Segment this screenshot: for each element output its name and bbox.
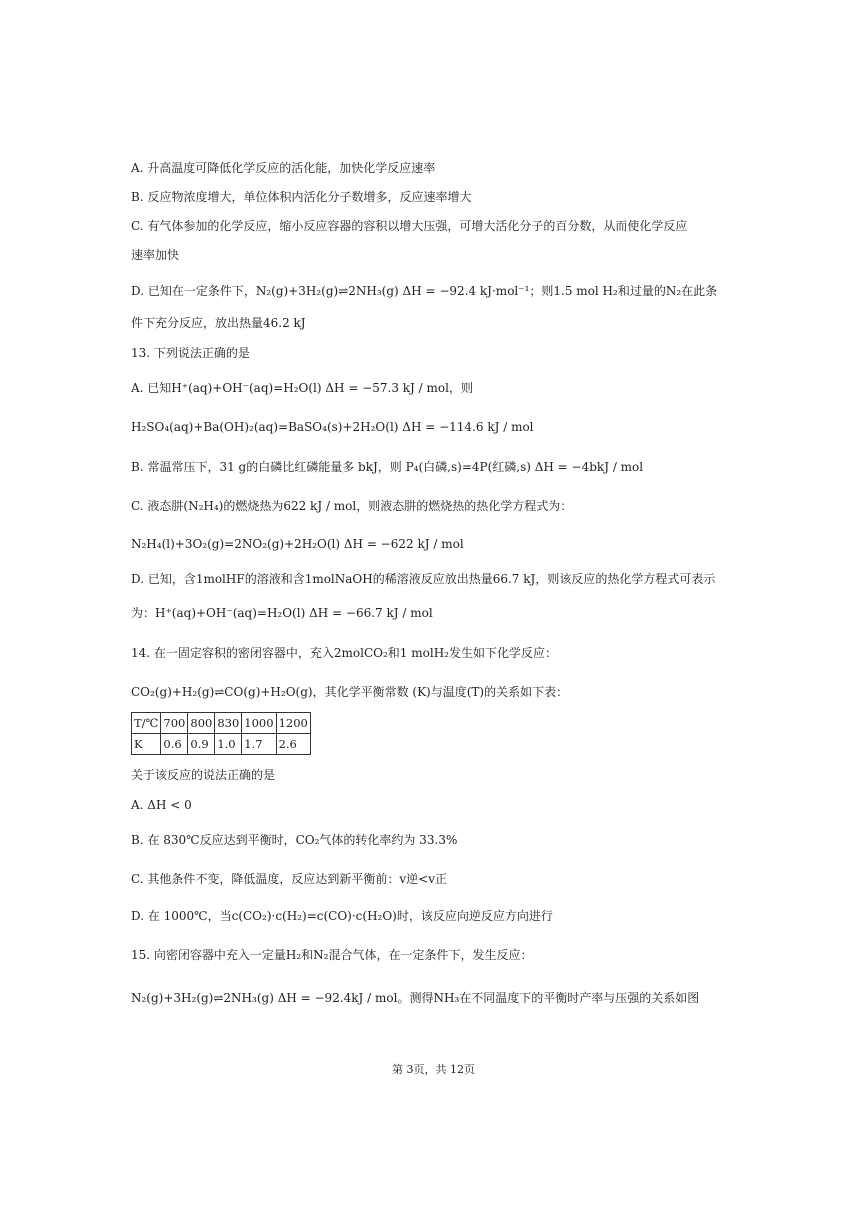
q12-option-a: A. 升高温度可降低化学反应的活化能，加快化学反应速率: [131, 161, 436, 175]
q13-stem: 13. 下列说法正确的是: [131, 346, 250, 360]
table-row: [132, 734, 311, 755]
q14-ask: 关于该反应的说法正确的是: [131, 768, 276, 782]
table-cell: 700: [161, 713, 188, 734]
table-cell: 2.6: [276, 734, 310, 755]
table-cell: 800: [188, 713, 215, 734]
page-number-footer: 第 3页，共 12页: [392, 1063, 475, 1076]
q12-option-d-line1: D. 已知在一定条件下，N₂(g)+3H₂(g)⇌2NH₃(g) ΔH = −92.4 kJ·mol⁻¹；则1.5 mol H₂和过量的N₂在此条: [131, 284, 718, 298]
k-temperature-table: [131, 712, 311, 755]
q12-option-c-line1: C. 有气体参加的化学反应，缩小反应容器的容积以增大压强，可增大活化分子的百分数，从而使化学反应: [131, 219, 688, 233]
q13-option-d-line2: 为：H⁺(aq)+OH⁻(aq)=H₂O(l) ΔH = −66.7 kJ / mol: [131, 606, 433, 620]
q13-option-c-line2: N₂H₄(l)+3O₂(g)=2NO₂(g)+2H₂O(l) ΔH = −622 kJ / mol: [131, 537, 464, 551]
q14-option-c: C. 其他条件不变，降低温度，反应达到新平衡前：v逆<v正: [131, 872, 447, 886]
q14-option-a: A. ΔH < 0: [131, 798, 192, 812]
table-cell: 1.0: [215, 734, 242, 755]
table-header-cell: K: [132, 734, 161, 755]
q12-option-d-line2: 件下充分反应，放出热量46.2 kJ: [131, 316, 306, 330]
q14-stem-line1: 14. 在一固定容积的密闭容器中，充入2molCO₂和1 molH₂发生如下化学反应：: [131, 646, 557, 660]
q12-option-c-line2: 速率加快: [131, 248, 180, 262]
table-cell: 1000: [242, 713, 276, 734]
q13-option-a-line1: A. 已知H⁺(aq)+OH⁻(aq)=H₂O(l) ΔH = −57.3 kJ / mol，则: [131, 381, 473, 395]
q13-option-a-line2: H₂SO₄(aq)+Ba(OH)₂(aq)=BaSO₄(s)+2H₂O(l) ΔH = −114.6 kJ / mol: [131, 420, 534, 434]
q15-stem-line1: 15. 向密闭容器中充入一定量H₂和N₂混合气体，在一定条件下，发生反应：: [131, 948, 533, 962]
q13-option-d-line1: D. 已知，含1molHF的溶液和含1molNaOH的稀溶液反应放出热量66.7 kJ，则该反应的热化学方程式可表示: [131, 572, 716, 586]
table-header-cell: T/℃: [132, 713, 161, 734]
q15-stem-line2: N₂(g)+3H₂(g)⇌2NH₃(g) ΔH = −92.4kJ / mol。测得NH₃在不同温度下的平衡时产率与压强的关系如图: [131, 991, 700, 1005]
table-cell: 1.7: [242, 734, 276, 755]
q14-option-b: B. 在 830℃反应达到平衡时，CO₂气体的转化率约为 33.3%: [131, 833, 458, 847]
q14-stem-line2: CO₂(g)+H₂(g)⇌CO(g)+H₂O(g)，其化学平衡常数 (K)与温度(T)的关系如下表：: [131, 685, 569, 699]
q14-option-d: D. 在 1000℃，当c(CO₂)·c(H₂)=c(CO)·c(H₂O)时，该反应向逆反应方向进行: [131, 909, 553, 923]
table-cell: 0.9: [188, 734, 215, 755]
table-row: [132, 713, 311, 734]
q13-option-c-line1: C. 液态肼(N₂H₄)的燃烧热为622 kJ / mol，则液态肼的燃烧热的热化学方程式为：: [131, 499, 573, 513]
table-cell: 830: [215, 713, 242, 734]
table-cell: 0.6: [161, 734, 188, 755]
q12-option-b: B. 反应物浓度增大，单位体积内活化分子数增多，反应速率增大: [131, 190, 472, 204]
q13-option-b: B. 常温常压下，31 g的白磷比红磷能量多 bkJ，则 P₄(白磷,s)=4P(红磷,s) ΔH = −4bkJ / mol: [131, 460, 644, 474]
table-cell: 1200: [276, 713, 310, 734]
